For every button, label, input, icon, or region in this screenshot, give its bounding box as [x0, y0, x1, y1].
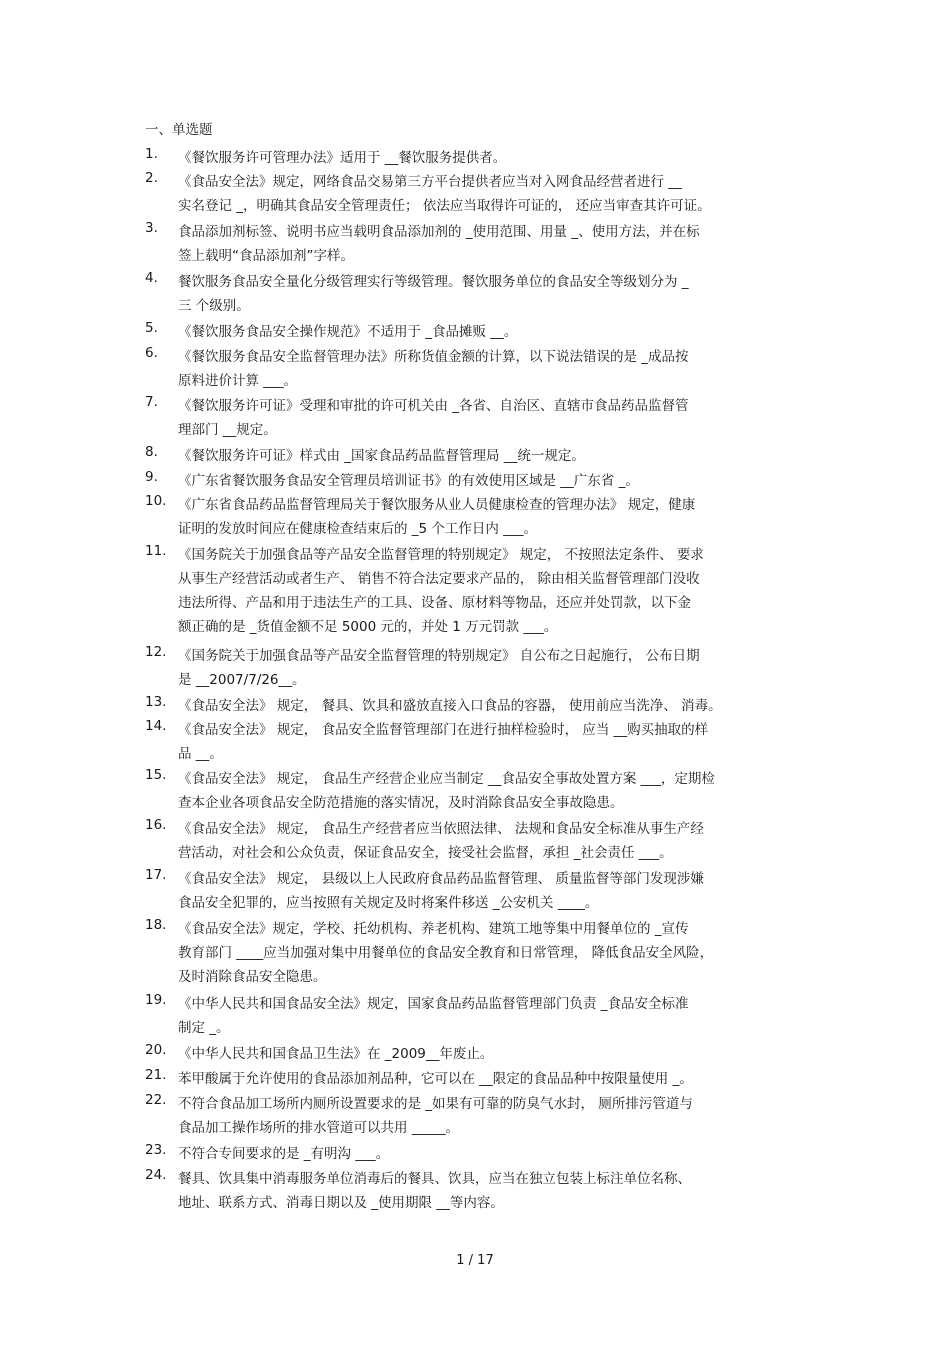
question-line: 《餐饮服务许可证》样式由 _国家食品药品监督管理局 __统一规定。: [178, 448, 585, 464]
question-line: 食品加工操作场所的排水管道可以共用 _____。: [178, 1120, 460, 1136]
question-text: [178, 493, 808, 541]
question-line: 从事生产经营活动或者生产、 销售不符合法定要求产品的， 除由相关监督管理部门没收: [178, 571, 700, 587]
question-line: 《食品安全法》 规定， 县级以上人民政府食品药品监督管理、 质量监督等部门发现涉嫌: [178, 871, 704, 887]
question-text: [178, 146, 808, 170]
question-line: 是 __2007/7/26__。: [178, 672, 306, 688]
question-line: 三 个级别。: [178, 298, 250, 314]
section-title: 一、单选题: [145, 122, 213, 138]
question-line: 理部门 __规定。: [178, 422, 277, 438]
question-text: [178, 345, 808, 393]
question-line: 教育部门 ____应当加强对集中用餐单位的食品安全教育和日常管理， 降低食品安全风险，: [178, 945, 714, 961]
question-line: 《广东省食品药品监督管理局关于餐饮服务从业人员健康检查的管理办法》 规定，健康: [178, 497, 696, 513]
question-line: 《食品安全法》 规定， 食品生产经营企业应当制定 __食品安全事故处置方案 ___，定期检: [178, 771, 715, 787]
question-number: 10.: [145, 493, 167, 509]
question-number: 11.: [145, 543, 167, 559]
question-line: 违法所得、产品和用于违法生产的工具、设备、原材料等物品，还应并处罚款，以下金: [178, 595, 691, 611]
question-line: 餐饮服务食品安全量化分级管理实行等级管理。餐饮服务单位的食品安全等级划分为 _: [178, 274, 689, 290]
question-number: 24.: [145, 1167, 167, 1183]
question-number: 6.: [145, 345, 158, 361]
question-line: 不符合食品加工场所内厕所设置要求的是 _如果有可靠的防臭气水封， 厕所排污管道与: [178, 1096, 693, 1112]
question-line: 《食品安全法》规定，网络食品交易第三方平台提供者应当对入网食品经营者进行 __: [178, 174, 682, 190]
question-text: [178, 817, 808, 865]
question-number: 12.: [145, 644, 167, 660]
question-line: 《餐饮服务食品安全监督管理办法》所称货值金额的计算，以下说法错误的是 _成品按: [178, 349, 689, 365]
question-line: 《餐饮服务食品安全操作规范》不适用于 _食品摊贩 __。: [178, 324, 518, 340]
question-number: 5.: [145, 320, 158, 336]
question-line: 签上载明“食品添加剂”字样。: [178, 248, 354, 264]
question-line: 《国务院关于加强食品等产品安全监督管理的特别规定》 规定， 不按照法定条件、 要求: [178, 547, 704, 563]
question-text: [178, 469, 808, 493]
question-text: [178, 543, 808, 639]
question-text: [178, 1167, 808, 1215]
question-number: 3.: [145, 220, 158, 236]
question-line: 苯甲酸属于允许使用的食品添加剂品种，它可以在 __限定的食品品种中按限量使用 _。: [178, 1071, 693, 1087]
question-text: [178, 1142, 808, 1166]
question-line: 不符合专间要求的是 _有明沟 ___。: [178, 1146, 390, 1162]
question-number: 20.: [145, 1042, 167, 1058]
question-line: 品 __。: [178, 746, 223, 762]
question-text: [178, 694, 808, 718]
question-line: 制定 _。: [178, 1020, 230, 1036]
question-text: [178, 1042, 808, 1066]
question-number: 2.: [145, 170, 158, 186]
question-line: 《餐饮服务许可管理办法》适用于 __餐饮服务提供者。: [178, 150, 507, 166]
question-line: 《中华人民共和国食品安全法》规定，国家食品药品监督管理部门负责 _食品安全标准: [178, 996, 689, 1012]
question-text: [178, 394, 808, 442]
question-line: 额正确的是 _货值金额不足 5000 元的，并处 1 万元罚款 ___。: [178, 619, 558, 635]
question-line: 《国务院关于加强食品等产品安全监督管理的特别规定》 自公布之日起施行， 公布日期: [178, 648, 700, 664]
question-text: [178, 867, 808, 915]
question-number: 23.: [145, 1142, 167, 1158]
question-line: 食品安全犯罪的，应当按照有关规定及时将案件移送 _公安机关 ____。: [178, 895, 599, 911]
question-line: 《中华人民共和国食品卫生法》在 _2009__年废止。: [178, 1046, 494, 1062]
question-number: 1.: [145, 146, 158, 162]
question-text: [178, 320, 808, 344]
question-number: 7.: [145, 394, 158, 410]
question-line: 地址、联系方式、消毒日期以及 _使用期限 __等内容。: [178, 1195, 504, 1211]
question-number: 18.: [145, 917, 167, 933]
question-number: 8.: [145, 444, 158, 460]
question-line: 《广东省餐饮服务食品安全管理员培训证书》的有效使用区域是 __广东省 _。: [178, 473, 639, 489]
question-line: 及时消除食品安全隐患。: [178, 969, 327, 985]
question-text: [178, 1067, 808, 1091]
question-text: [178, 718, 808, 766]
question-number: 4.: [145, 270, 158, 286]
question-number: 14.: [145, 718, 167, 734]
question-number: 17.: [145, 867, 167, 883]
question-number: 15.: [145, 767, 167, 783]
question-text: [178, 220, 808, 268]
question-text: [178, 1092, 808, 1140]
question-number: 16.: [145, 817, 167, 833]
question-text: [178, 917, 808, 989]
question-line: 《餐饮服务许可证》受理和审批的许可机关由 _各省、自治区、直辖市食品药品监督管: [178, 398, 689, 414]
question-text: [178, 270, 808, 318]
question-line: 实名登记 _，明确其食品安全管理责任； 依法应当取得许可证的， 还应当审查其许可证。: [178, 198, 711, 214]
question-line: 《食品安全法》 规定， 食品生产经营者应当依照法律、 法规和食品安全标准从事生产经: [178, 821, 704, 837]
question-number: 9.: [145, 469, 158, 485]
question-text: [178, 644, 808, 692]
question-line: 查本企业各项食品安全防范措施的落实情况，及时消除食品安全事故隐患。: [178, 795, 624, 811]
question-line: 原料进价计算 ___。: [178, 373, 298, 389]
question-line: 餐具、饮具集中消毒服务单位消毒后的餐具、饮具，应当在独立包装上标注单位名称、: [178, 1171, 691, 1187]
question-line: 食品添加剂标签、说明书应当载明食品添加剂的 _使用范围、用量 _、使用方法，并在标: [178, 224, 700, 240]
question-number: 22.: [145, 1092, 167, 1108]
page-number: 1 / 17: [456, 1253, 494, 1268]
question-text: [178, 992, 808, 1040]
question-line: 《食品安全法》 规定， 餐具、饮具和盛放直接入口食品的容器， 使用前应当洗净、 消毒。: [178, 698, 722, 714]
question-line: 《食品安全法》 规定， 食品安全监督管理部门在进行抽样检验时， 应当 __购买抽取的样: [178, 722, 709, 738]
question-text: [178, 767, 808, 815]
question-number: 21.: [145, 1067, 167, 1083]
question-text: [178, 170, 808, 218]
question-number: 13.: [145, 694, 167, 710]
question-line: 营活动，对社会和公众负责，保证食品安全，接受社会监督，承担 _社会责任 ___。: [178, 845, 673, 861]
question-text: [178, 444, 808, 468]
question-line: 《食品安全法》规定，学校、托幼机构、养老机构、建筑工地等集中用餐单位的 _宣传: [178, 921, 689, 937]
question-line: 证明的发放时间应在健康检查结束后的 _5 个工作日内 ___。: [178, 521, 537, 537]
question-number: 19.: [145, 992, 167, 1008]
